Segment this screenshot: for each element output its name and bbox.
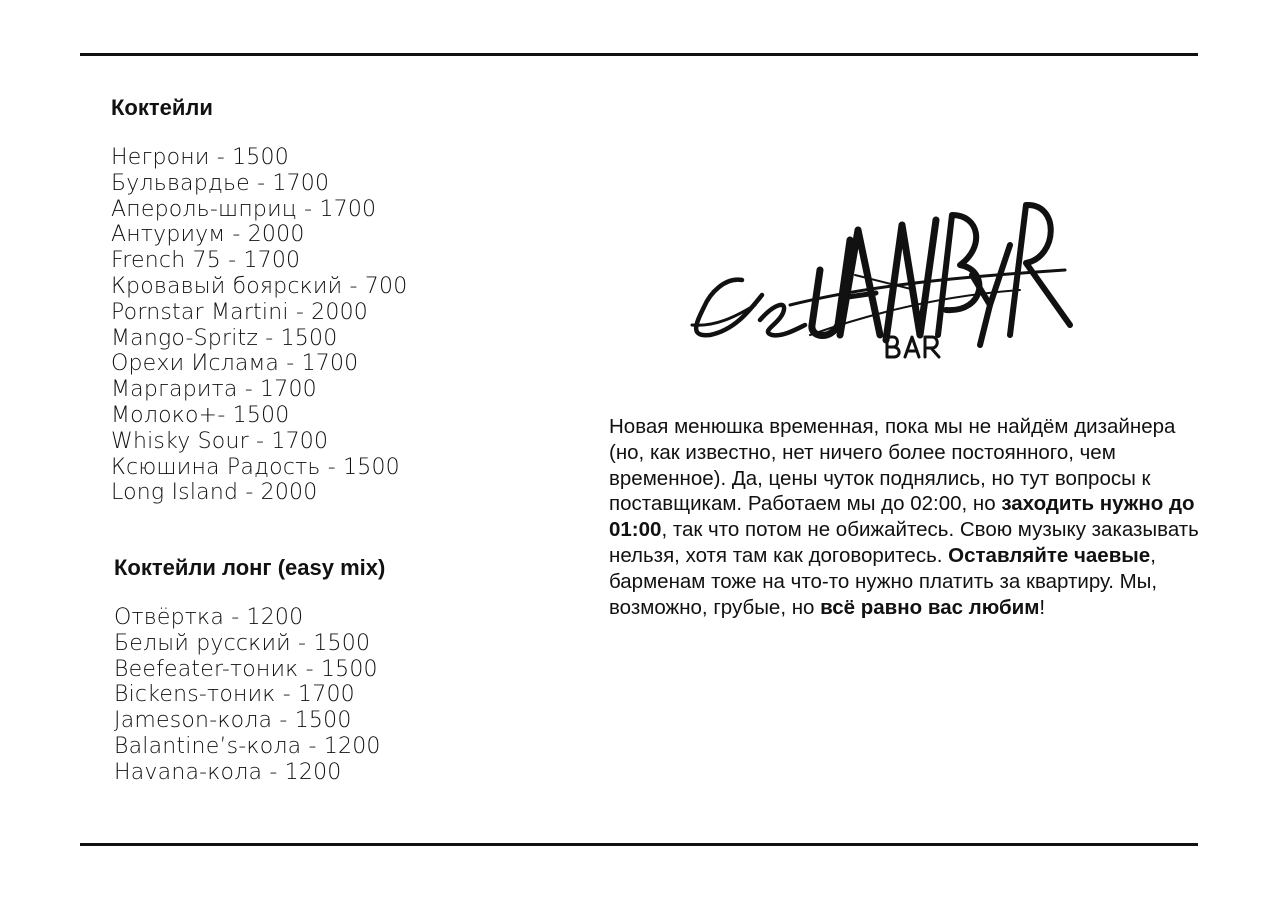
long-cocktails-list [114,605,381,786]
menu-note-paragraph [609,414,1199,620]
menu-item: Молоко+- 1500 [111,402,290,428]
menu-item: Антуриум - 2000 [111,222,305,248]
note-emphasis: Оставляйте чаевые [948,543,1151,567]
menu-item: Pornstar Martini - 2000 [111,299,368,325]
note-text: Новая менюшка временная, пока мы не найдём дизайнера (но, как известно, нет ничего более постоянного, чем временное). Да, цены чуток поднялись, но тут вопросы к поставщикам. Работаем мы до 02:00, но [609,415,1176,516]
menu-item: Long Island - 2000 [111,480,318,506]
menu-item: Негрони - 1500 [111,145,289,170]
long-cocktails-section-title: Коктейли лонг (easy mix) [114,555,386,580]
note-text: , барменам тоже на что-то нужно платить за квартиру. Мы, возможно, грубые, но [609,543,1158,619]
menu-item: Jameson-кола - 1500 [114,708,352,734]
menu-item: Отвёртка - 1200 [114,605,304,630]
menu-item: Белый русский - 1500 [114,630,371,656]
menu-item: Орехи Ислама - 1700 [111,351,359,377]
menu-item: Кровавый боярский - 700 [111,273,408,299]
top-divider [80,53,1198,56]
menu-item: Mango-Spritz - 1500 [111,325,338,351]
menu-item: Маргарита - 1700 [111,377,317,403]
note-text: ! [1039,595,1046,619]
bar-logo [680,185,1080,375]
bottom-divider [80,843,1198,846]
menu-item: Bickens-тоник - 1700 [114,682,355,708]
menu-item: Whisky Sour - 1700 [111,428,329,454]
menu-item: Balantine’s-кола - 1200 [114,733,381,759]
menu-item: Ксюшина Радость - 1500 [111,454,400,480]
note-emphasis: всё равно вас любим [820,595,1040,619]
note-emphasis: заходить нужно до 01:00 [609,492,1195,542]
menu-item: Beefeater-тоник - 1500 [114,656,378,682]
menu-item: Апероль-шприц - 1700 [111,196,377,222]
menu-item: Havana-кола - 1200 [114,759,342,785]
menu-item: Бульвардье - 1700 [111,170,330,196]
menu-item: French 75 - 1700 [111,248,301,274]
note-text: , так что потом не обижайтесь. Свою музыку заказывать нельзя, хотя там как договоритесь. [609,518,1199,567]
cocktails-section-title: Коктейли [111,95,213,120]
cocktails-list [111,145,407,506]
